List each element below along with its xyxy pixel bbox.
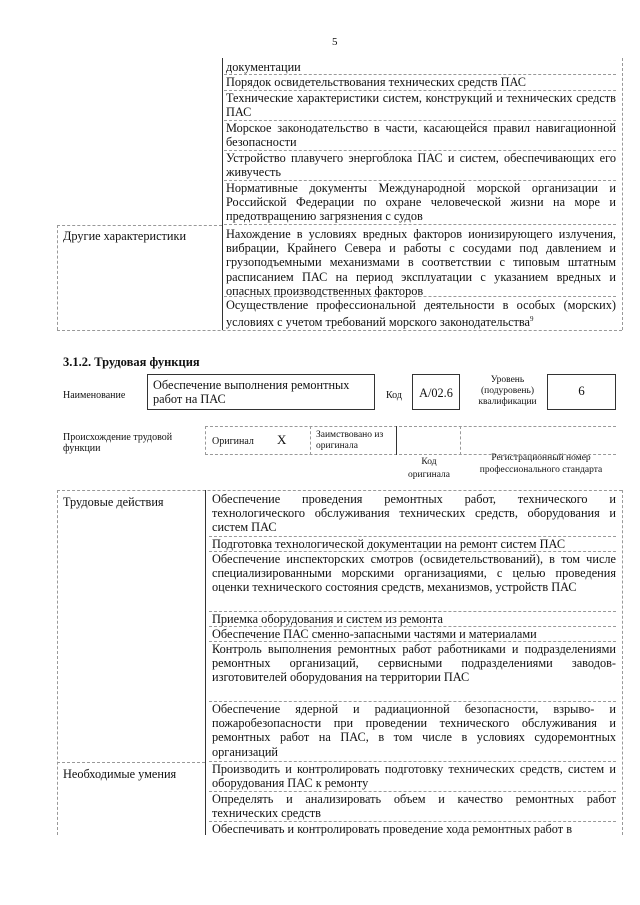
table-border-left [57, 490, 58, 835]
knowledge-cell: Технические характеристики систем, конструкций и технических средств ПАС [226, 91, 616, 120]
labor-action: Контроль выполнения ремонтных работ работниками и подразделениями ремонтных организаций, сервисными подразделениями заводов-изготовителей оборудования на территории ПАС [209, 642, 616, 702]
reg-number-label: Регистрационный номер профессионального стандарта [479, 453, 603, 475]
page-number: 5 [332, 36, 338, 48]
labor-action: Приемка оборудования и систем из ремонта [209, 612, 616, 627]
footnote-marker: 9 [530, 315, 534, 324]
table-bottom-border [57, 330, 622, 331]
labor-actions-label: Трудовые действия [63, 495, 164, 509]
table-top-border [57, 490, 622, 491]
table-border-left [57, 225, 58, 330]
knowledge-cell: Порядок освидетельствования технических средств ПАС [224, 75, 616, 91]
table-divider [205, 490, 206, 835]
origin-divider [460, 426, 461, 455]
origin-row [205, 426, 616, 455]
original-mark: X [277, 432, 287, 447]
knowledge-cell: документации [224, 60, 616, 75]
required-skills-label: Необходимые умения [63, 767, 177, 781]
required-skill: Обеспечивать и контролировать проведение хода ремонтных работ в [212, 822, 573, 836]
function-code-box: А/02.6 [412, 374, 460, 410]
labor-action: Обеспечение проведения ремонтных работ, технического и технологического обслуживания технических средств, оборудования и систем ПАС [209, 492, 616, 537]
origin-divider [310, 426, 311, 455]
knowledge-cell: Морское законодательство в части, касающейся правил навигационной безопасности [226, 121, 616, 150]
level-label: Уровень (подуровень) квалификации [478, 375, 537, 407]
section-title: 3.1.2. Трудовая функция [63, 355, 200, 369]
characteristic-cell: Осуществление профессиональной деятельности в особых (морских) условиях с учетом требований морского законодательства$^9$ [226, 298, 616, 330]
origin-divider [205, 426, 206, 455]
origin-divider [396, 426, 397, 455]
labor-action: Обеспечение инспекторских смотров (освидетельствований), в том числе специализированными морскими организациями, с целью проведения оценки технического состояния средств, механизмов, устройств ПАС [209, 552, 616, 612]
knowledge-cell: Нормативные документы Международной морской организации и Российской Федерации по охране человеческой жизни на море и предотвращению загрязнения с судов [226, 181, 616, 224]
original-label: Оригинал [212, 436, 254, 447]
function-name-box: Обеспечение выполнения ремонтных работ на ПАС [147, 374, 375, 410]
name-label: Наименование [63, 390, 126, 401]
borrowed-label: Заимствовано из оригинала [316, 430, 384, 451]
required-skill: Производить и контролировать подготовку технических средств, систем и оборудования ПАС к ремонту [209, 762, 616, 792]
code-original-label: Код оригинала [408, 457, 450, 480]
table-border-right [622, 490, 623, 835]
row-divider [57, 225, 222, 226]
labor-action: Обеспечение ПАС сменно-запасными частями и материалами [209, 627, 616, 642]
labor-action: Подготовка технологической документации на ремонт систем ПАС [209, 537, 616, 552]
knowledge-cell: Устройство плавучего энергоблока ПАС и систем, обеспечивающих его живучесть [226, 151, 616, 180]
row-divider [57, 762, 205, 763]
code-label: Код [386, 390, 402, 401]
table-divider [222, 58, 223, 330]
labor-action: Обеспечение ядерной и радиационной безопасности, взрыво- и пожаробезопасности при проведении технического обслуживания и ремонтных работ на ПАС, в том числе в условиях судоремонтных организаций [209, 702, 616, 762]
level-value-box: 6 [547, 374, 616, 410]
origin-label: Происхождение трудовой функции [63, 432, 173, 454]
characteristic-cell: Нахождение в условиях вредных факторов ионизирующего излучения, вибрации, Крайнего Севера и работы с сосудами под давлением и грузоподъемными механизмами в соответствии с типовым штатным расписанием ПАС на период эксплуатации с указанием вредных и опасных производственных факторов [226, 227, 616, 298]
table-border-right [622, 58, 623, 330]
other-characteristics-label: Другие характеристики [63, 229, 187, 243]
required-skill: Определять и анализировать объем и качество ремонтных работ технических средств [209, 792, 616, 822]
